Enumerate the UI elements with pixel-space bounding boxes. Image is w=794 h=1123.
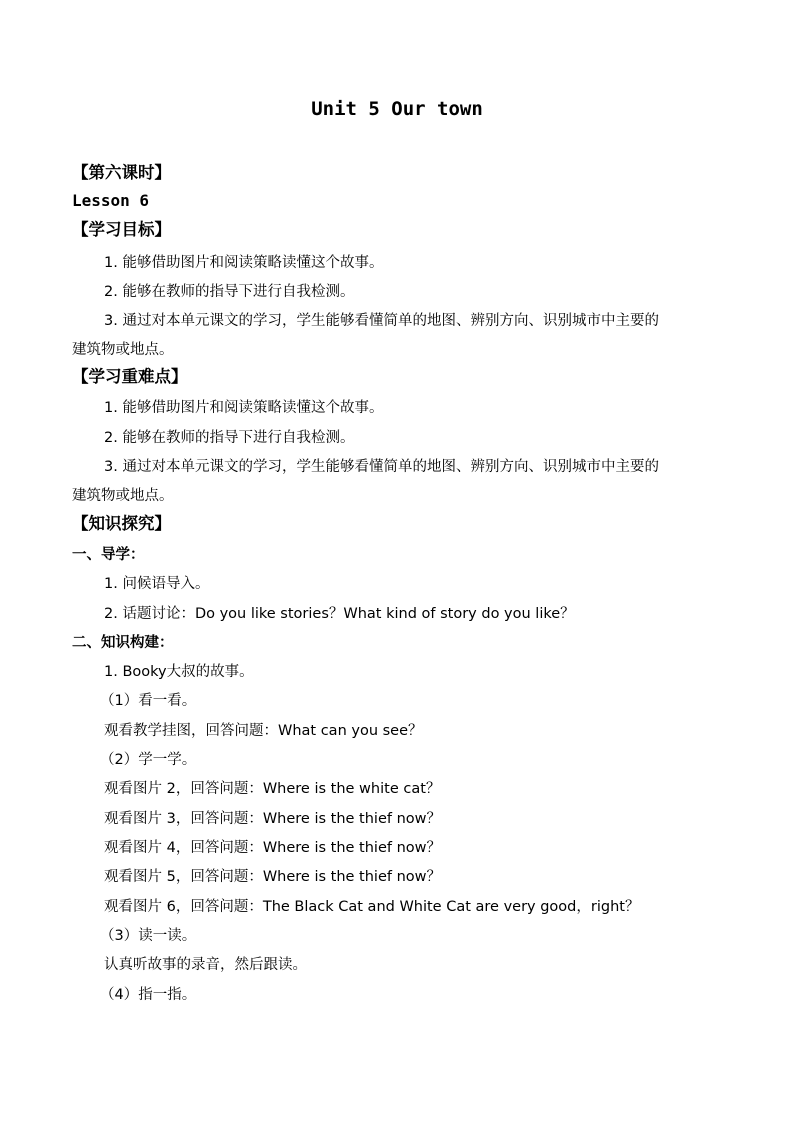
activity-detail: 观看图片 2，回答问题：Where is the white cat？ <box>104 781 441 797</box>
activity-detail: 观看图片 3，回答问题：Where is the thief now？ <box>104 811 442 827</box>
activity-detail: 观看图片 6，回答问题：The Black Cat and White Cat are very good，right？ <box>104 899 640 915</box>
lesson-label: Lesson 6 <box>72 191 150 210</box>
activity-step: （3）读一读。 <box>100 928 197 944</box>
activity-detail: 认真听故事的录音，然后跟读。 <box>104 957 307 973</box>
activity-detail: 观看教学挂图，回答问题：What can you see？ <box>104 723 423 739</box>
activity-step: （4）指一指。 <box>100 987 197 1003</box>
section-heading-key-points: 【学习重难点】 <box>72 367 188 386</box>
document-title: Unit 5 Our town <box>311 98 483 120</box>
guide-item: 2. 话题讨论：Do you like stories？What kind of story do you like？ <box>104 606 575 622</box>
key-point-item: 2. 能够在教师的指导下进行自我检测。 <box>104 430 355 446</box>
activity-step: （2）学一学。 <box>100 752 197 768</box>
key-point-item-continued: 建筑物或地点。 <box>72 488 174 504</box>
objective-item: 3. 通过对本单元课文的学习，学生能够看懂简单的地图、辨别方向、识别城市中主要的 <box>104 313 659 329</box>
key-point-item: 1. 能够借助图片和阅读策略读懂这个故事。 <box>104 400 384 416</box>
section-heading-exploration: 【知识探究】 <box>72 514 171 533</box>
objective-item: 2. 能够在教师的指导下进行自我检测。 <box>104 284 355 300</box>
section-heading-objectives: 【学习目标】 <box>72 220 171 239</box>
activity-detail: 观看图片 4，回答问题：Where is the thief now？ <box>104 840 442 856</box>
activity-detail: 观看图片 5，回答问题：Where is the thief now？ <box>104 869 442 885</box>
section-heading-lesson-period: 【第六课时】 <box>72 163 171 182</box>
subsection-guide: 一、导学： <box>72 547 145 563</box>
knowledge-item: 1. Booky大叔的故事。 <box>104 664 254 680</box>
activity-step: （1）看一看。 <box>100 693 197 709</box>
guide-item: 1. 问候语导入。 <box>104 576 210 592</box>
key-point-item: 3. 通过对本单元课文的学习，学生能够看懂简单的地图、辨别方向、识别城市中主要的 <box>104 459 659 475</box>
subsection-knowledge-building: 二、知识构建： <box>72 635 174 651</box>
objective-item-continued: 建筑物或地点。 <box>72 342 174 358</box>
objective-item: 1. 能够借助图片和阅读策略读懂这个故事。 <box>104 255 384 271</box>
